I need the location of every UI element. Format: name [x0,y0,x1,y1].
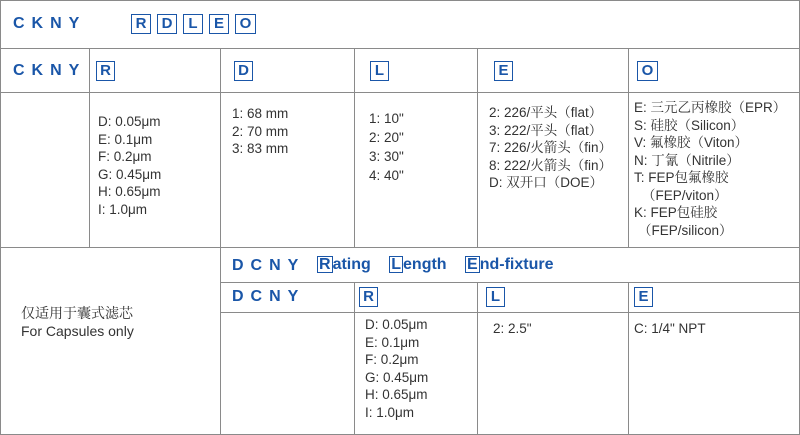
legend-rating: R ating [319,256,371,273]
list-item: （FEP/silicon） [638,222,733,238]
dcny-header-r: R [359,287,378,307]
list-item: 8: 222/火箭头（fin） [489,157,613,173]
dcny-length-options [493,320,532,338]
dcny-prefix: DCNY [232,288,306,305]
dcny-rating-options [365,316,428,421]
list-item: S: 硅胶（Silicon） [634,117,745,133]
title-box-r: R [131,14,151,34]
list-item: （FEP/viton） [642,187,728,203]
divider [220,247,221,435]
divider [354,282,355,435]
list-item: 3: 222/平头（flat） [489,122,603,138]
ckny-rating-options [98,113,161,218]
capsule-note [21,304,134,340]
dcny-fixture-options [634,320,706,338]
divider [220,48,221,247]
divider [477,48,478,247]
ckny-header-l: L [370,61,389,81]
list-item: D: 0.05μm [365,317,428,332]
dcny-header-e: E [634,287,653,307]
ckny-diameter-options [232,105,288,158]
divider [628,48,629,247]
dcny-legend-prefix: DCNY [232,257,306,274]
list-item: 2: 70 mm [232,123,289,139]
list-item: 4: 40" [369,168,404,183]
capsule-note-en: For Capsules only [21,323,134,339]
divider [354,48,355,247]
list-item: 1: 68 mm [232,106,289,121]
ckny-header-r: R [96,61,115,81]
list-item: G: 0.45μm [365,369,429,385]
legend-length: L ength [391,256,447,273]
list-item: 2: 20" [369,130,404,145]
list-item: C: 1/4" NPT [634,321,706,336]
divider [0,0,1,435]
list-item: T: FEP包氟橡胶 [634,170,729,185]
title-box-d: D [157,14,177,34]
ckny-header-o: O [637,61,658,81]
divider [0,92,800,93]
list-item: 2: 2.5" [493,321,532,336]
divider [0,247,800,248]
ckny-header-e: E [494,61,513,81]
list-item: H: 0.65μm [98,184,161,199]
list-item: 2: 226/平头（flat） [489,105,603,120]
title-box-l: L [183,14,203,34]
ckny-length-options [369,109,404,185]
legend-end-fixture: E nd-fixture [467,256,554,273]
list-item: I: 1.0μm [98,201,148,217]
list-item: E: 0.1μm [365,334,420,350]
ckny-header-d: D [234,61,253,81]
title-prefix: CKNY [13,15,87,32]
dcny-legend [317,256,567,274]
list-item: G: 0.45μm [98,166,162,182]
list-item: N: 丁氰（Nitrile） [634,152,740,168]
divider [477,282,478,435]
ckny-endcap-options [489,104,612,192]
list-item: 3: 30" [369,149,404,164]
title-box-e: E [209,14,229,34]
divider [628,282,629,435]
list-item: K: FEP包硅胶 [634,205,718,220]
list-item: E: 0.1μm [98,131,153,147]
list-item: I: 1.0μm [365,404,415,420]
list-item: F: 0.2μm [365,352,419,367]
ckny-oring-options [634,99,786,239]
divider [89,48,90,247]
divider [220,312,800,313]
list-item: H: 0.65μm [365,387,428,402]
list-item: D: 双开口（DOE） [489,175,604,190]
list-item: D: 0.05μm [98,114,161,129]
divider [0,48,800,49]
list-item: F: 0.2μm [98,149,152,164]
divider [220,282,800,283]
divider [0,0,800,1]
dcny-header-l: L [486,287,505,307]
title-box-o: O [235,14,256,34]
ckny-prefix: CKNY [13,62,87,79]
list-item: 7: 226/火箭头（fin） [489,140,613,155]
list-item: 1: 10" [369,111,404,126]
capsule-note-cn: 仅适用于囊式滤芯 [21,305,133,321]
list-item: V: 氟橡胶（Viton） [634,135,749,150]
list-item: 3: 83 mm [232,141,289,156]
list-item: E: 三元乙丙橡胶（EPR） [634,100,787,115]
